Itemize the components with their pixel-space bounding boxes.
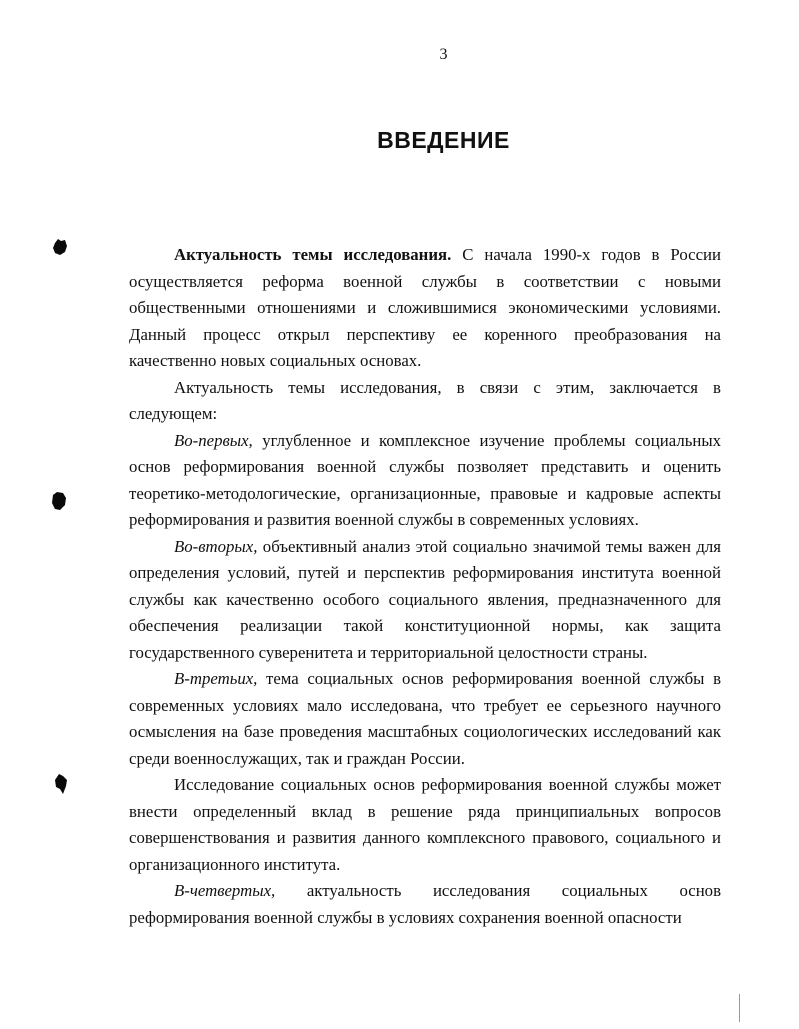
paragraph-text: Исследование социальных основ реформирования военной службы может внести определенный вклад в решение ряда принципиальных вопросов совершенствования и развития данного комплексного правового, социального и организационного института. [129, 775, 721, 874]
paragraph-text: углубленное и комплексное изучение проблемы социальных основ реформирования военной службы позволяет представить и оценить теоретико-методологические, организационные, правовые и кадровые аспекты реформирования и развития военной службы в современных условиях. [129, 430, 721, 529]
paragraph-second [129, 534, 721, 667]
paragraph-text: Актуальность темы исследования, в связи с этим, заключается в следующем: [129, 377, 721, 423]
page-title: ВВЕДЕНИЕ [377, 127, 510, 153]
paragraph-lead-italic: Во-вторых, [174, 536, 258, 556]
paragraph-text: объективный анализ этой социально значимой темы важен для определения условий, путей и перспектив реформирования института военной службы как качественно особого социального явления, предназначенного для обеспечения реализации такой конституционной нормы, как защита государственного суверенитета и территориальной целостности страны. [129, 536, 721, 662]
paragraph-lead-italic: В-четвертых, [174, 881, 276, 900]
paragraph-lead-bold: Актуальность темы исследования. [174, 245, 452, 264]
binder-hole-bottom [54, 773, 70, 791]
paragraph-relevance-intro [129, 375, 721, 428]
paragraph-contribution [129, 772, 721, 878]
scan-edge-mark [739, 994, 740, 1022]
paragraph-lead-italic: Во-первых, [174, 430, 253, 450]
binder-hole-top [52, 238, 68, 256]
paragraph-lead-italic: В-третьих, [174, 669, 258, 688]
paragraph-text: актуальность исследования социальных основ реформирования военной службы в условиях сохранения военной опасности [129, 881, 721, 927]
paragraph-fourth [129, 878, 721, 931]
paragraph-relevance [129, 242, 721, 375]
body-text [129, 242, 721, 931]
page-number: 3 [439, 46, 448, 63]
binder-hole-middle [51, 491, 67, 509]
paragraph-text: С начала 1990-х годов в России осуществляется реформа военной службы в соответствии с новыми общественными отношениями и сложившимися экономическими условиями. Данный процесс открыл перспективу ее коренного преобразования на качественно новых социальных основах. [129, 245, 721, 370]
paragraph-first [129, 428, 721, 534]
paragraph-text: тема социальных основ реформирования военной службы в современных условиях мало исследована, что требует ее серьезного научного осмысления на базе проведения масштабных социологических исследований как среди военнослужащих, так и граждан России. [129, 669, 721, 768]
paragraph-third [129, 666, 721, 772]
